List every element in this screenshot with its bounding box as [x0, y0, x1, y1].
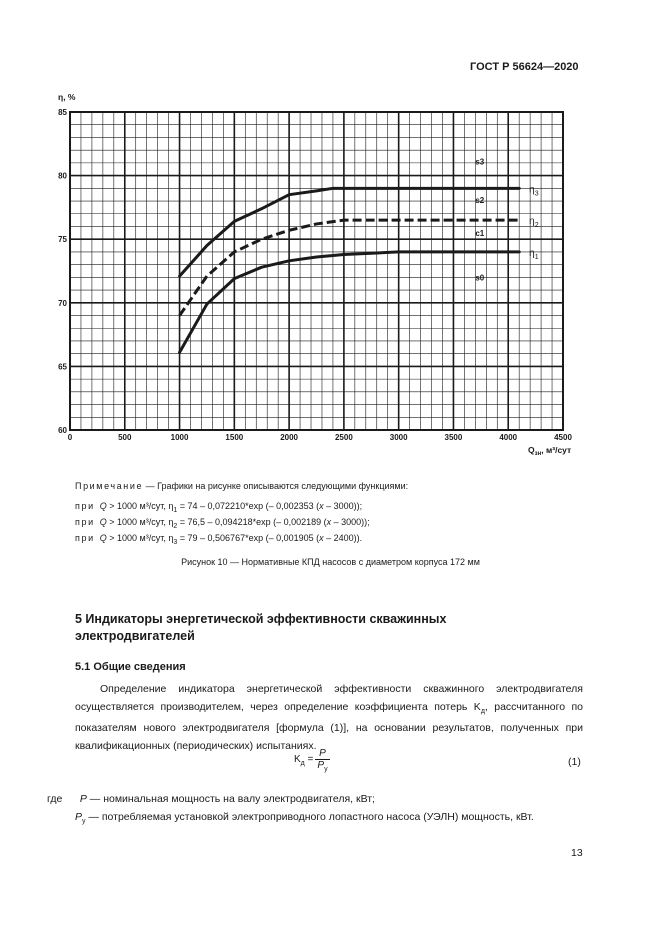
x-tick-label: 1500 [225, 433, 244, 442]
y-tick-label: 85 [58, 108, 67, 117]
x-tick-label: 3500 [444, 433, 463, 442]
where-line-1: где P — номинальная мощность на валу электродвигателя, кВт; [47, 793, 375, 805]
curve-annotation: s0 [475, 273, 485, 283]
series-label-eta2: $\eta_2$ [529, 216, 539, 230]
formula-number: (1) [568, 756, 581, 768]
x-tick-label: 500 [118, 433, 132, 442]
curve-annotation: s3 [475, 157, 485, 167]
y-tick-label: 70 [58, 298, 67, 308]
formula-1: $K_д$ = P $P_у$ [294, 748, 328, 773]
note-line-3: при Q > 1000 м³/сут, $\eta_3 = 79 - 0,506767*\exp$ (– 0,001905 (x – 2400)). [75, 533, 363, 546]
x-tick-label: 0 [67, 433, 73, 442]
x-tick-label: 1000 [170, 433, 189, 442]
curve-annotation: c1 [475, 228, 485, 238]
x-tick-label: 3000 [389, 433, 408, 442]
page-number: 13 [571, 847, 583, 859]
note-heading: Примечание — Графики на рисунке описываются следующими функциями: [75, 481, 409, 491]
figure-caption: Рисунок 10 — Нормативные КПД насосов с диаметром корпуса 172 мм [181, 557, 480, 567]
chart-labels [58, 92, 571, 457]
subsection-title: 5.1 Общие сведения [75, 661, 186, 673]
series-label-eta3: $\eta_3$ [529, 184, 539, 198]
y-tick-label: 80 [58, 171, 67, 181]
x-tick-label: 4500 [554, 433, 572, 442]
note-line-1: при Q > 1000 м³/сут, $\eta_1 = 74 - 0,072210*\exp$ (– 0,002353 (x – 3000)); [75, 501, 363, 514]
x-axis-label: $Q_{зн}$, м³/сут [528, 445, 572, 457]
section-title: 5 Индикаторы энергетической эффективности скважинных электродвигателей [75, 612, 447, 643]
standard-number: ГОСТ Р 56624—2020 [470, 61, 579, 73]
body-paragraph: Определение индикатора энергетической эффективности скважинного электродвигателя осуществляется производителем, через определение коэффициента потерь $K_д$, рассчитанного по показателям нового электродвигателя [формула (1)], на основании результатов, полученных при квалификационных (периодических) испытаниях. [75, 683, 583, 752]
x-tick-label: 2500 [334, 433, 353, 442]
curve-annotation: s2 [475, 195, 485, 205]
series-label-eta1: $\eta_1$ [529, 247, 539, 261]
y-axis-label: η, % [58, 92, 76, 102]
series-line-eta2 [180, 220, 520, 315]
y-tick-label: 65 [58, 362, 67, 372]
where-line-2: $P_у$ — потребляемая установкой электроприводного лопастного насоса (УЭЛН) мощность, кВт. [75, 811, 534, 826]
y-tick-label: 60 [58, 426, 67, 435]
plot-frame [70, 112, 563, 430]
chart-grid [70, 112, 563, 430]
series-line-eta3 [180, 188, 520, 276]
x-tick-label: 4000 [499, 433, 518, 442]
chart-axes [70, 112, 563, 430]
chart-series [180, 188, 520, 352]
x-tick-label: 2000 [280, 433, 299, 442]
note-line-2: при Q > 1000 м³/сут, $\eta_2 = 76,5 - 0,094218*\exp$ (– 0,002189 (x – 3000)); [75, 517, 370, 530]
y-tick-label: 75 [58, 235, 67, 245]
